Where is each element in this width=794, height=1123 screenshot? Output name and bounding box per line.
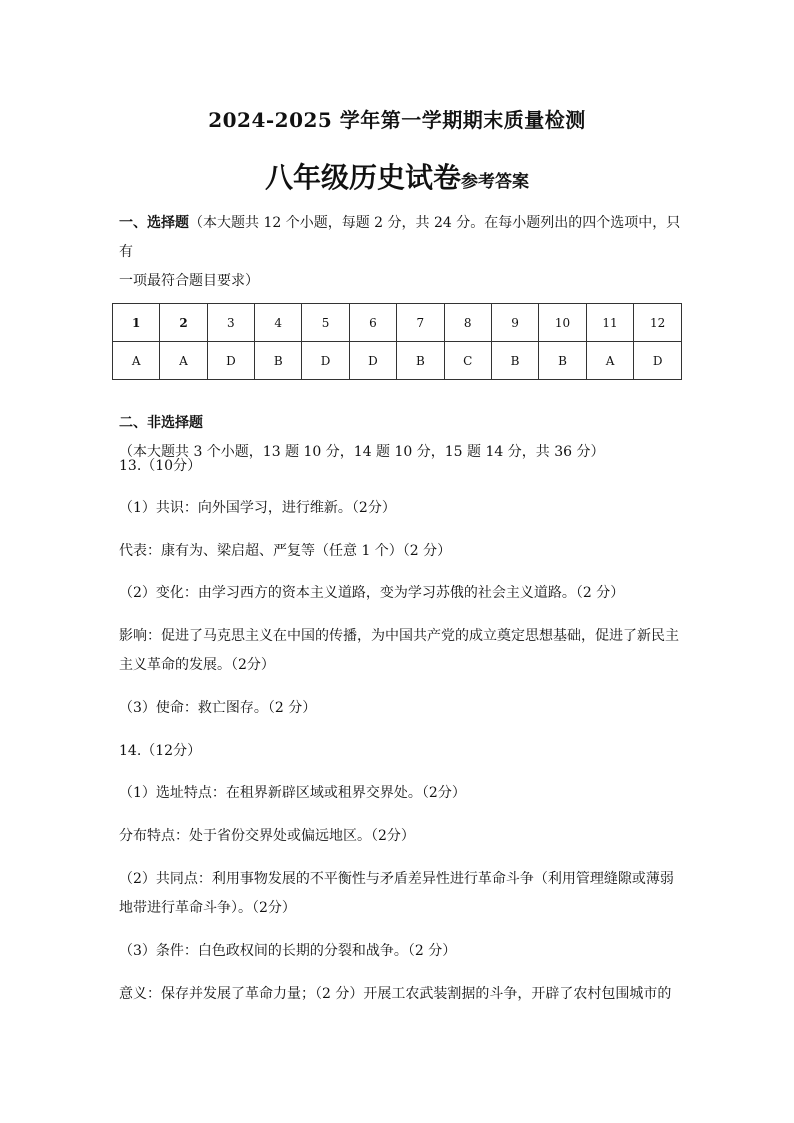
answer-cell: A: [113, 342, 160, 380]
subtitle-main: 八年级历史试卷: [264, 161, 461, 194]
q13-answer-2: 代表：康有为、梁启超、严复等（任意 1 个）（2 分）: [119, 543, 452, 559]
answer-cell: B: [539, 342, 587, 380]
q13-title: 13.（10分）: [119, 458, 202, 474]
answer-cell: D: [302, 342, 349, 380]
q14-answer-2: 分布特点：处于省份交界处或偏远地区。（2分）: [119, 828, 415, 844]
document-title: 2024-2025 学年第一学期期末质量检测: [208, 108, 586, 132]
answer-table-number-row: [113, 304, 682, 342]
question-number: 1: [113, 304, 160, 342]
q14-answer-3-line1: （2）共同点：利用事物发展的不平衡性与矛盾差异性进行革命斗争（利用管理缝隙或薄弱: [119, 871, 674, 887]
q14-answer-3-line2: 地带进行革命斗争）。（2分）: [119, 900, 296, 916]
section1-desc-line2: 一项最符合题目要求）: [119, 273, 259, 289]
question-number: 6: [349, 304, 396, 342]
document-subtitle: [0, 156, 794, 196]
question-number: 2: [160, 304, 207, 342]
section1-desc-line1: （本大题共 12 个小题，每题 2 分，共 24 分。在每小题列出的四个选项中，只有: [119, 215, 681, 260]
question-number: 4: [255, 304, 302, 342]
q13-answer-3: （2）变化：由学习西方的资本主义道路，变为学习苏俄的社会主义道路。（2 分）: [119, 585, 625, 601]
q13-answer-5: （3）使命：救亡图存。（2 分）: [119, 700, 317, 716]
question-number: 9: [491, 304, 538, 342]
answer-cell: A: [160, 342, 207, 380]
question-number: 8: [444, 304, 491, 342]
question-number: 11: [586, 304, 634, 342]
answer-cell: D: [349, 342, 396, 380]
question-number: 7: [397, 304, 444, 342]
answer-cell: B: [397, 342, 444, 380]
question-number: 5: [302, 304, 349, 342]
q13-answer-4-line1: 影响：促进了马克思主义在中国的传播，为中国共产党的成立奠定思想基础，促进了新民主: [119, 628, 679, 644]
question-number: 10: [539, 304, 587, 342]
q14-title: 14.（12分）: [119, 743, 202, 759]
q14-answer-4: （3）条件：白色政权间的长期的分裂和战争。（2 分）: [119, 943, 457, 959]
answer-cell: C: [444, 342, 491, 380]
q13-answer-1: （1）共识：向外国学习，进行维新。（2分）: [119, 500, 396, 516]
q14-answer-3: [119, 865, 684, 923]
q14-answer-1: （1）选址特点：在租界新辟区域或租界交界处。（2分）: [119, 785, 466, 801]
answer-cell: B: [491, 342, 538, 380]
section1-intro: [119, 209, 684, 296]
section2-heading: 二、非选择题: [119, 415, 203, 431]
q13-answer-4-line2: 主义革命的发展。（2分）: [119, 657, 275, 673]
subtitle-suffix: 参考答案: [461, 172, 529, 192]
answer-cell: D: [207, 342, 254, 380]
question-number: 3: [207, 304, 254, 342]
section2-desc: （本大题共 3 个小题，13 题 10 分，14 题 10 分，15 题 14 分，共 36 分）: [119, 444, 605, 460]
answer-table-answer-row: [113, 342, 682, 380]
question-number: 12: [634, 304, 682, 342]
q14-answer-5: 意义：保存并发展了革命力量；（2 分）开展工农武装割据的斗争，开辟了农村包围城市的: [119, 986, 672, 1002]
answer-cell: A: [586, 342, 634, 380]
answer-cell: D: [634, 342, 682, 380]
section1-heading: 一、选择题: [119, 215, 189, 231]
answer-cell: B: [255, 342, 302, 380]
answer-table: [112, 303, 682, 380]
q13-answer-4: [119, 622, 684, 680]
